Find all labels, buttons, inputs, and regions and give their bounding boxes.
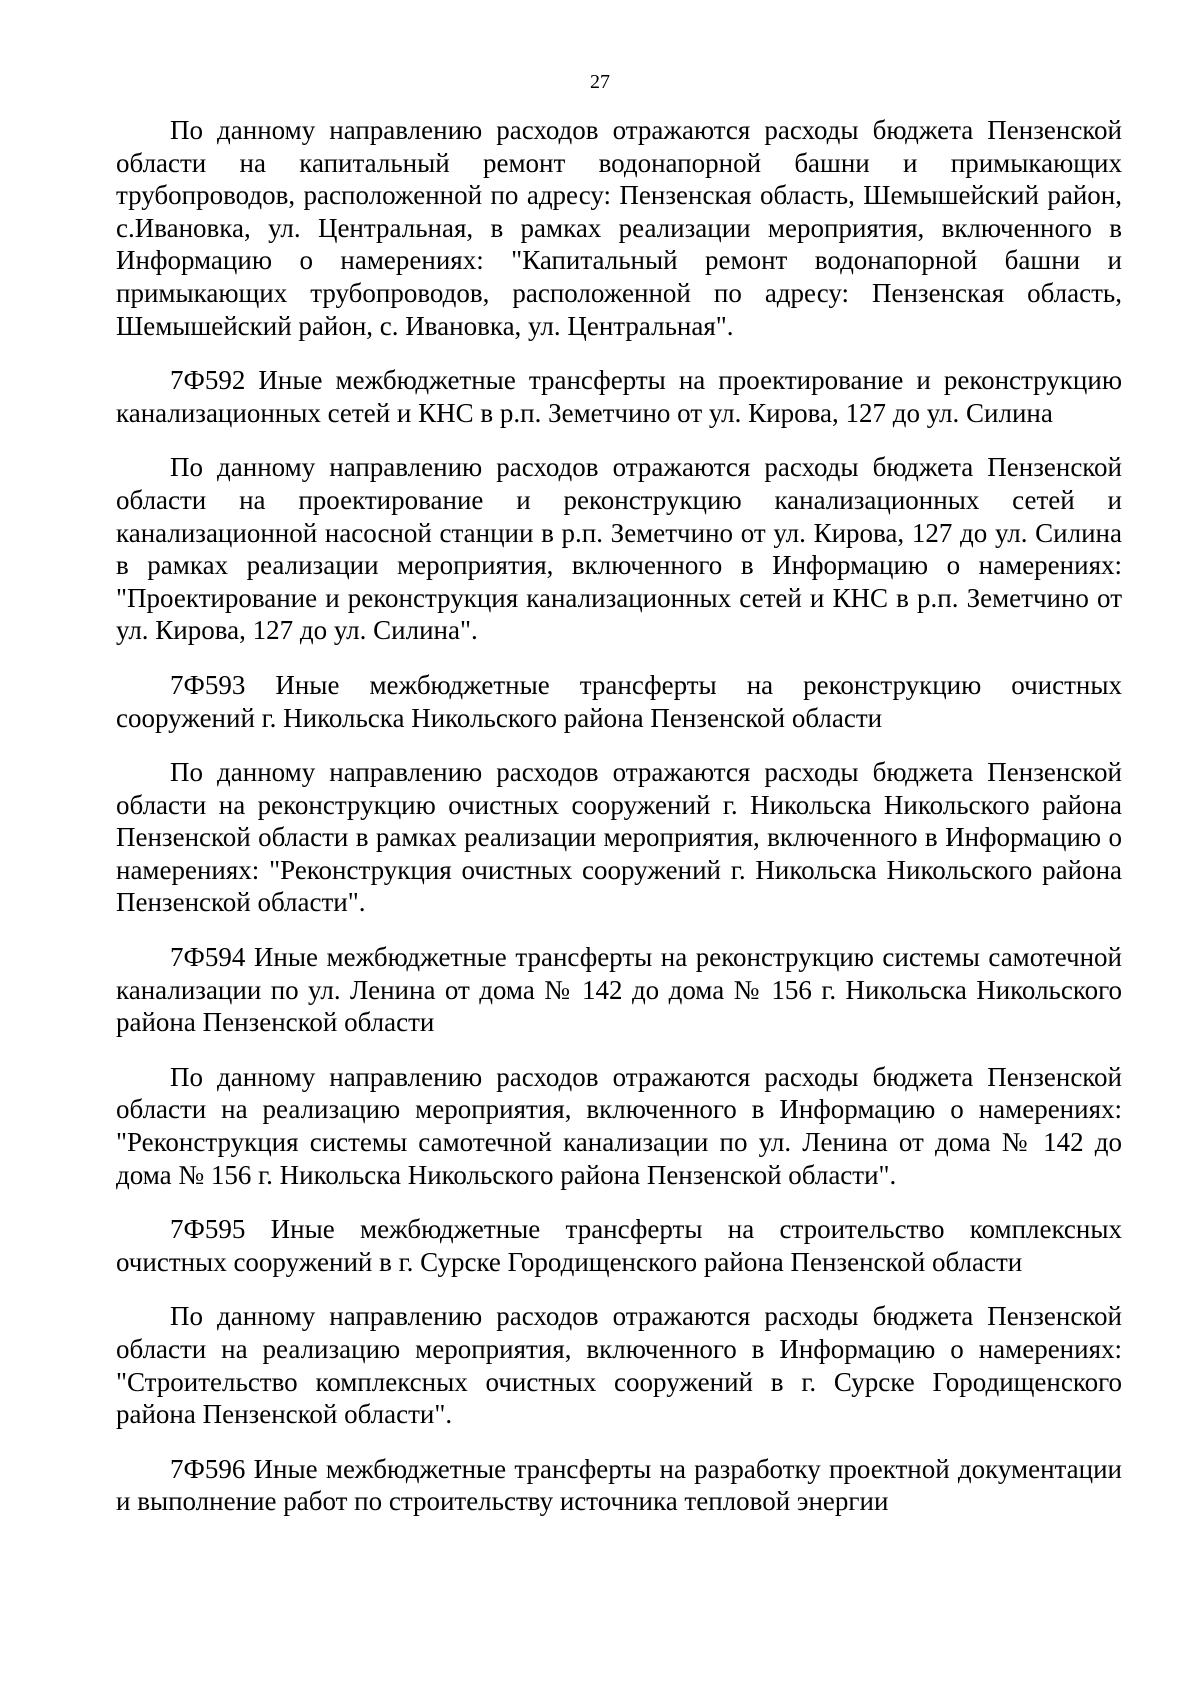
expense-title: Иные межбюджетные трансферты на проектирование и реконструкцию канализационных сетей и КНС в р.п. Земетчино от ул. Кирова, 127 до ул. Силина: [116, 365, 1122, 428]
expense-title: Иные межбюджетные трансферты на строительство комплексных очистных сооружений в г. Сурске Городищенского района Пензенской области: [116, 1214, 1122, 1277]
page-number: 27: [590, 71, 610, 93]
paragraph-description: По данному направлению расходов отражаются расходы бюджета Пензенской области на реализацию мероприятия, включенного в Информацию о намерениях: "Строительство комплексных очистных сооружений в г. Сурске Городищенского района Пензенской области".: [116, 1301, 1122, 1430]
paragraph-description: По данному направлению расходов отражаются расходы бюджета Пензенской области на капитальный ремонт водонапорной башни и примыкающих трубопроводов, расположенной по адресу: Пензенская область, Шемышейский район, с.Ивановка, ул. Центральная, в рамках реализации мероприятия, включенного в Информацию о намерениях: "Капитальный ремонт водонапорной башни и примыкающих трубопроводов, расположенной по адресу: Пензенская область, Шемышейский район, с. Ивановка, ул. Центральная".: [116, 115, 1122, 341]
paragraph-expense-code: [116, 941, 1122, 1039]
paragraph-expense-code: [116, 1453, 1122, 1518]
expense-title: Иные межбюджетные трансферты на реконструкцию системы самотечной канализации по ул. Ленина от дома № 142 до дома № 156 г. Никольска Никольского района Пензенской области: [116, 942, 1122, 1038]
paragraph-expense-code: [116, 669, 1122, 734]
expense-code: 7Ф592: [170, 365, 246, 396]
paragraph-description: По данному направлению расходов отражаются расходы бюджета Пензенской области на реализацию мероприятия, включенного в Информацию о намерениях: "Реконструкция системы самотечной канализации по ул. Ленина от дома № 142 до дома № 156 г. Никольска Никольского района Пензенской области".: [116, 1061, 1122, 1190]
expense-code: 7Ф593: [170, 669, 246, 700]
expense-title: Иные межбюджетные трансферты на разработку проектной документации и выполнение работ по строительству источника тепловой энергии: [116, 1453, 1122, 1517]
expense-code: 7Ф596: [170, 1453, 246, 1484]
paragraph-description: По данному направлению расходов отражаются расходы бюджета Пензенской области на реконструкцию очистных сооружений г. Никольска Никольского района Пензенской области в рамках реализации мероприятия, включенного в Информацию о намерениях: "Реконструкция очистных сооружений г. Никольска Никольского района Пензенской области".: [116, 757, 1122, 918]
expense-code: 7Ф595: [170, 1214, 246, 1245]
expense-code: 7Ф594: [170, 942, 246, 973]
paragraph-description: По данному направлению расходов отражаются расходы бюджета Пензенской области на проектирование и реконструкцию канализационных сетей и канализационной насосной станции в р.п. Земетчино от ул. Кирова, 127 до ул. Силина в рамках реализации мероприятия, включенного в Информацию о намерениях: "Проектирование и реконструкция канализационных сетей и КНС в р.п. Земетчино от ул. Кирова, 127 до ул. Силина".: [116, 452, 1122, 646]
paragraph-expense-code: [116, 1213, 1122, 1278]
document-body: [116, 114, 1122, 1540]
expense-title: Иные межбюджетные трансферты на реконструкцию очистных сооружений г. Никольска Никольского района Пензенской области: [116, 669, 1122, 733]
paragraph-expense-code: [116, 364, 1122, 429]
